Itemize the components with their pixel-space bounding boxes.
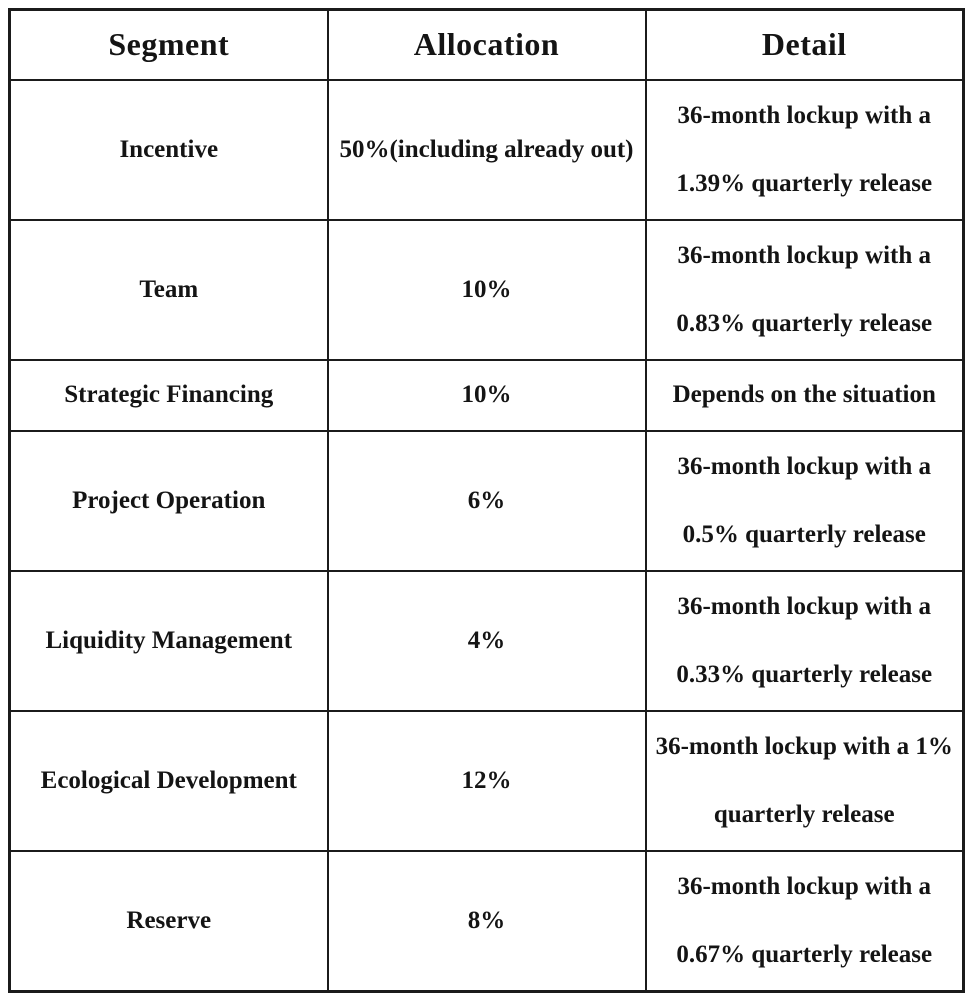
allocation-value: 12% [461, 767, 512, 795]
detail-line: 36-month lockup with a [677, 452, 931, 480]
detail-line: 1.39% quarterly release [676, 169, 933, 197]
detail-cell [646, 711, 964, 851]
segment-label: Ecological Development [40, 767, 297, 795]
allocation-cell [328, 431, 646, 571]
table-row-reserve [10, 851, 964, 991]
detail-line: 36-month lockup with a [677, 873, 931, 901]
allocation-cell [328, 360, 646, 431]
detail-text [647, 853, 963, 989]
detail-line: 36-month lockup with a [677, 593, 931, 621]
allocation-value: 10% [461, 381, 512, 409]
allocation-value: 50%(including already out) [339, 135, 634, 163]
allocation-value: 10% [461, 275, 512, 303]
segment-cell [10, 851, 328, 991]
detail-line: 36-month lockup with a [677, 101, 931, 129]
allocation-cell [328, 711, 646, 851]
segment-label: Incentive [119, 135, 219, 163]
segment-cell [10, 360, 328, 431]
allocation-value: 4% [467, 627, 506, 655]
detail-cell [646, 431, 964, 571]
segment-cell [10, 431, 328, 571]
header-row [10, 10, 964, 80]
detail-line: 0.5% quarterly release [682, 520, 926, 548]
table-row-project-operation [10, 431, 964, 571]
allocation-cell [328, 80, 646, 220]
allocation-cell [328, 220, 646, 360]
segment-label: Team [139, 275, 199, 303]
column-header-detail: Detail [646, 10, 964, 80]
segment-cell [10, 571, 328, 711]
detail-line: 0.33% quarterly release [676, 661, 933, 689]
detail-line: Depends on the situation [672, 381, 936, 409]
detail-cell [646, 571, 964, 711]
detail-cell [646, 851, 964, 991]
column-header-allocation: Allocation [328, 10, 646, 80]
detail-line: quarterly release [713, 801, 895, 829]
allocation-table [8, 8, 965, 993]
table-row-ecological-development [10, 711, 964, 851]
detail-cell [646, 220, 964, 360]
segment-label: Strategic Financing [64, 381, 274, 409]
allocation-value: 6% [467, 486, 506, 514]
detail-cell [646, 360, 964, 431]
allocation-cell [328, 571, 646, 711]
detail-cell [646, 80, 964, 220]
column-header-segment: Segment [10, 10, 328, 80]
table-row-team [10, 220, 964, 360]
detail-text [647, 433, 963, 569]
table-row-strategic-financing [10, 360, 964, 431]
segment-label: Project Operation [72, 486, 266, 514]
detail-text [647, 573, 963, 709]
segment-label: Reserve [126, 907, 212, 935]
detail-line: 36-month lockup with a 1% [655, 733, 953, 761]
segment-cell [10, 711, 328, 851]
segment-cell [10, 220, 328, 360]
detail-line: 0.83% quarterly release [676, 309, 933, 337]
detail-line: 0.67% quarterly release [676, 941, 933, 969]
table-row-liquidity-management [10, 571, 964, 711]
detail-text [647, 713, 963, 849]
segment-cell [10, 80, 328, 220]
allocation-value: 8% [467, 907, 506, 935]
table-row-incentive [10, 80, 964, 220]
detail-text [647, 222, 963, 358]
detail-text [647, 82, 963, 218]
detail-line: 36-month lockup with a [677, 241, 931, 269]
segment-label: Liquidity Management [45, 627, 293, 655]
allocation-cell [328, 851, 646, 991]
